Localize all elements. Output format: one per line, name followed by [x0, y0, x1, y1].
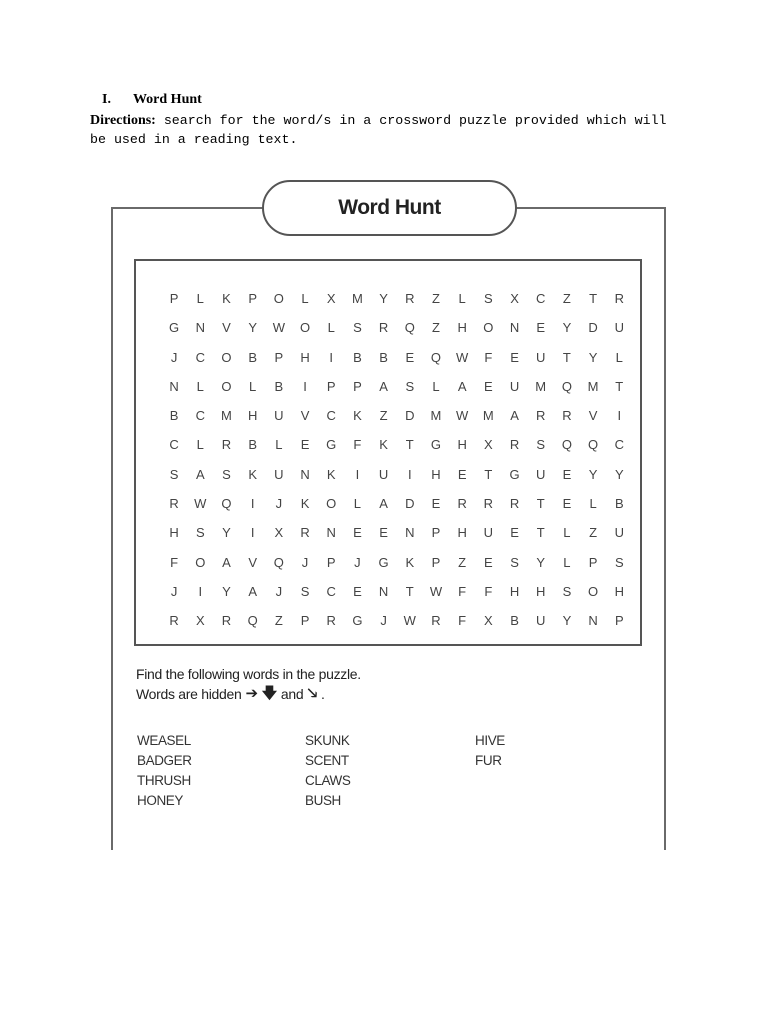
grid-letter: Y: [614, 466, 624, 482]
grid-letter: R: [431, 613, 441, 629]
grid-letter: X: [326, 291, 336, 306]
grid-letter: T: [562, 349, 571, 365]
grid-letter: P: [353, 378, 362, 394]
word-list-item: WEASEL: [137, 733, 191, 748]
grid-letter: B: [248, 437, 257, 453]
grid-letter: L: [327, 320, 335, 336]
grid-letter: Z: [458, 554, 467, 570]
grid-letter: U: [378, 466, 389, 482]
grid-letter: W: [456, 408, 469, 424]
grid-letter: Q: [247, 613, 258, 629]
puzzle-instructions: [136, 664, 361, 704]
grid-letter: F: [353, 437, 362, 453]
grid-letter: N: [300, 466, 310, 482]
grid-letter: P: [431, 525, 441, 541]
arrow-diagonal-down-right-icon: 🡖: [307, 685, 317, 702]
grid-letter: Y: [248, 320, 257, 336]
grid-letter: F: [458, 613, 467, 629]
grid-letter: X: [195, 613, 205, 629]
grid-letter: S: [169, 466, 179, 482]
grid-letter: P: [274, 349, 284, 365]
grid-letter: Y: [562, 613, 572, 629]
grid-letter: S: [484, 291, 493, 306]
directions-text: search for the word/s in a crossword puzzle provided which will be used in a reading text.: [90, 113, 667, 147]
word-list-item: HIVE: [475, 733, 505, 748]
grid-letter: L: [249, 378, 257, 394]
grid-letter: J: [354, 554, 361, 570]
grid-letter: N: [588, 613, 598, 629]
letter-grid: [161, 284, 632, 636]
grid-letter: E: [510, 349, 519, 365]
grid-letter: Z: [274, 613, 283, 629]
instructions-line-2: [136, 684, 361, 704]
grid-letter: U: [536, 466, 546, 482]
grid-letter: P: [169, 291, 179, 306]
grid-letter: P: [326, 378, 336, 394]
grid-letter: M: [482, 408, 494, 424]
grid-letter: L: [196, 378, 204, 394]
grid-letter: J: [170, 583, 178, 599]
grid-letter: I: [617, 408, 622, 424]
grid-letter: H: [300, 349, 310, 365]
grid-letter: T: [615, 378, 624, 394]
grid-letter: S: [222, 466, 231, 482]
grid-letter: H: [509, 583, 520, 599]
grid-letter: P: [588, 554, 598, 570]
grid-letter: U: [536, 349, 546, 365]
grid-letter: P: [248, 291, 257, 306]
grid-letter: C: [326, 583, 336, 599]
grid-letter: L: [196, 437, 204, 453]
grid-letter: B: [248, 349, 257, 365]
grid-letter: C: [536, 291, 546, 306]
arrow-right-icon: ➔: [245, 685, 258, 702]
grid-letter: E: [431, 496, 441, 512]
grid-letter: T: [536, 525, 545, 541]
grid-letter: I: [355, 466, 360, 482]
grid-letter: U: [274, 408, 284, 424]
grid-letter: Q: [273, 554, 284, 570]
grid-letter: E: [300, 437, 310, 453]
grid-letter: L: [458, 291, 466, 306]
word-list-item: FUR: [475, 753, 502, 768]
grid-letter: A: [379, 496, 388, 512]
word-list-item: THRUSH: [137, 773, 191, 788]
grid-letter: U: [614, 525, 624, 541]
grid-letter: P: [300, 613, 310, 629]
grid-letter: F: [458, 583, 467, 599]
grid-letter: I: [198, 583, 203, 599]
grid-letter: H: [247, 408, 258, 424]
grid-letter: C: [195, 408, 205, 424]
grid-letter: B: [614, 496, 624, 512]
grid-letter: A: [379, 378, 388, 394]
grid-letter: X: [484, 437, 493, 453]
grid-letter: O: [299, 320, 311, 336]
instructions-and: and: [280, 686, 304, 702]
grid-letter: O: [273, 291, 284, 306]
grid-letter: I: [329, 349, 334, 365]
word-list-item: BADGER: [137, 753, 192, 768]
grid-letter: W: [403, 613, 416, 629]
grid-letter: P: [431, 554, 441, 570]
grid-letter: J: [380, 613, 387, 629]
grid-letter: N: [405, 525, 415, 541]
grid-letter: X: [510, 291, 519, 306]
grid-letter: S: [353, 320, 362, 336]
grid-letter: D: [405, 408, 415, 424]
grid-letter: Z: [589, 525, 598, 541]
grid-letter: R: [326, 613, 336, 629]
grid-letter: Q: [430, 349, 442, 365]
grid-letter: L: [615, 349, 623, 365]
grid-letter: F: [484, 349, 493, 365]
grid-letter: M: [351, 291, 363, 306]
grid-letter: Z: [379, 408, 388, 424]
grid-letter: Y: [379, 291, 388, 306]
grid-letter: E: [353, 525, 362, 541]
grid-letter: E: [510, 525, 519, 541]
grid-letter: R: [536, 408, 546, 424]
grid-letter: J: [275, 583, 283, 599]
grid-letter: J: [275, 496, 283, 512]
grid-letter: O: [195, 554, 206, 570]
grid-letter: G: [378, 554, 389, 570]
grid-letter: C: [195, 349, 205, 365]
word-list-item: CLAWS: [305, 773, 351, 788]
grid-letter: A: [195, 466, 205, 482]
grid-letter: L: [432, 378, 440, 394]
grid-letter: V: [588, 408, 598, 424]
grid-letter: T: [405, 583, 414, 599]
grid-letter: M: [535, 378, 547, 394]
grid-letter: R: [221, 613, 232, 629]
grid-letter: E: [405, 349, 415, 365]
grid-letter: G: [326, 437, 337, 453]
grid-letter: H: [431, 466, 441, 482]
grid-letter: J: [301, 554, 309, 570]
grid-letter: L: [563, 554, 571, 570]
grid-letter: Q: [404, 320, 415, 336]
grid-letter: G: [430, 437, 442, 453]
word-list-column-3: [475, 731, 505, 771]
grid-letter: Q: [561, 378, 572, 394]
grid-letter: I: [250, 525, 255, 541]
instructions-end: .: [320, 686, 325, 702]
arrow-down-icon: 🡇: [261, 685, 277, 702]
grid-letter: V: [248, 554, 257, 570]
grid-letter: B: [510, 613, 519, 629]
grid-letter: R: [169, 496, 179, 512]
grid-letter: I: [303, 378, 307, 394]
grid-letter: W: [194, 496, 207, 512]
grid-letter: Q: [561, 437, 572, 453]
grid-letter: W: [429, 583, 443, 599]
grid-letter: W: [456, 349, 469, 365]
grid-letter: M: [430, 408, 442, 424]
grid-letter: I: [407, 466, 412, 482]
grid-letter: R: [221, 437, 232, 453]
grid-letter: K: [222, 291, 231, 306]
grid-letter: E: [457, 466, 467, 482]
grid-letter: R: [457, 496, 467, 512]
word-list-item: SKUNK: [305, 733, 350, 748]
grid-letter: M: [587, 378, 599, 394]
grid-letter: Z: [431, 291, 440, 306]
grid-letter: U: [483, 525, 494, 541]
grid-letter: F: [484, 583, 493, 599]
grid-letter: E: [562, 496, 572, 512]
grid-letter: R: [509, 437, 520, 453]
grid-letter: K: [405, 554, 415, 570]
grid-letter: O: [483, 320, 494, 336]
grid-letter: S: [614, 554, 624, 570]
grid-letter: N: [195, 320, 205, 336]
grid-letter: I: [250, 496, 255, 512]
grid-letter: S: [300, 583, 310, 599]
grid-letter: B: [353, 349, 362, 365]
grid-letter: S: [405, 378, 415, 394]
grid-letter: K: [379, 437, 388, 453]
grid-letter: S: [195, 525, 205, 541]
grid-letter: O: [588, 583, 599, 599]
grid-letter: D: [405, 496, 415, 512]
grid-letter: K: [353, 408, 362, 424]
grid-letter: Y: [562, 320, 572, 336]
grid-letter: A: [510, 408, 519, 424]
grid-letter: V: [222, 320, 231, 336]
grid-letter: A: [248, 583, 257, 599]
section-title: Word Hunt: [132, 92, 202, 107]
puzzle-title: Word Hunt: [262, 180, 517, 236]
grid-letter: Y: [222, 525, 231, 541]
grid-letter: R: [562, 408, 572, 424]
instructions-prefix: Words are hidden: [136, 686, 242, 702]
grid-letter: D: [588, 320, 598, 336]
grid-letter: R: [300, 525, 310, 541]
grid-letter: U: [274, 466, 284, 482]
grid-letter: R: [509, 496, 520, 512]
instructions-line-1: Find the following words in the puzzle.: [136, 666, 361, 682]
grid-letter: E: [484, 378, 493, 394]
grid-letter: R: [483, 496, 494, 512]
word-list-column-1: [137, 731, 192, 811]
grid-letter: H: [457, 525, 467, 541]
grid-letter: U: [509, 378, 520, 394]
grid-letter: Z: [562, 291, 571, 306]
grid-letter: B: [274, 378, 284, 394]
grid-letter: Y: [536, 554, 546, 570]
grid-letter: H: [457, 320, 467, 336]
grid-letter: T: [536, 496, 545, 512]
grid-letter: S: [562, 583, 572, 599]
grid-letter: C: [614, 437, 624, 453]
grid-letter: U: [614, 320, 624, 336]
grid-letter: M: [221, 408, 232, 424]
grid-letter: J: [170, 349, 178, 365]
grid-letter: L: [589, 496, 597, 512]
grid-letter: N: [509, 320, 520, 336]
grid-letter: A: [222, 554, 231, 570]
grid-letter: Y: [588, 349, 598, 365]
grid-letter: E: [379, 525, 388, 541]
grid-letter: E: [536, 320, 546, 336]
grid-letter: R: [169, 613, 179, 629]
grid-letter: K: [300, 496, 310, 512]
grid-letter: L: [196, 291, 204, 306]
grid-letter: P: [326, 554, 336, 570]
grid-letter: L: [301, 291, 309, 306]
grid-letter: O: [221, 378, 232, 394]
grid-letter: W: [272, 320, 285, 336]
grid-letter: S: [510, 554, 519, 570]
grid-letter: E: [562, 466, 572, 482]
grid-letter: F: [170, 554, 179, 570]
grid-letter: O: [326, 496, 337, 512]
word-list-column-2: [305, 731, 351, 811]
section-heading: [102, 92, 202, 108]
grid-letter: L: [563, 525, 571, 541]
grid-letter: G: [352, 613, 363, 629]
grid-letter: X: [274, 525, 284, 541]
grid-letter: S: [536, 437, 546, 453]
grid-letter: G: [169, 320, 180, 336]
grid-letter: Q: [221, 496, 232, 512]
grid-letter: E: [353, 583, 362, 599]
grid-letter: B: [379, 349, 388, 365]
grid-letter: N: [169, 378, 179, 394]
grid-letter: Q: [588, 437, 599, 453]
grid-letter: Y: [222, 583, 231, 599]
word-list-item: HONEY: [137, 793, 184, 808]
grid-letter: A: [457, 378, 467, 394]
grid-letter: H: [614, 583, 624, 599]
grid-letter: H: [536, 583, 546, 599]
grid-letter: B: [169, 408, 179, 424]
grid-letter: H: [169, 525, 179, 541]
grid-letter: Z: [431, 320, 440, 336]
grid-letter: R: [378, 320, 389, 336]
grid-letter: R: [614, 291, 624, 306]
grid-letter: T: [484, 466, 493, 482]
grid-letter: R: [405, 291, 415, 306]
grid-letter: T: [405, 437, 414, 453]
grid-letter: O: [221, 349, 232, 365]
grid-letter: K: [248, 466, 257, 482]
grid-letter: N: [378, 583, 389, 599]
grid-letter: V: [300, 408, 310, 424]
grid-letter: G: [509, 466, 520, 482]
grid-letter: L: [353, 496, 362, 512]
grid-letter: U: [536, 613, 546, 629]
grid-letter: E: [484, 554, 493, 570]
grid-letter: X: [484, 613, 493, 629]
word-list-item: BUSH: [305, 793, 341, 808]
grid-letter: L: [275, 437, 283, 453]
grid-letter: P: [614, 613, 624, 629]
grid-letter: H: [457, 437, 467, 453]
directions-paragraph: [90, 111, 680, 149]
word-list-item: SCENT: [305, 753, 349, 768]
directions-label: Directions:: [90, 113, 156, 128]
section-number: I.: [102, 92, 111, 107]
grid-letter: T: [589, 291, 598, 306]
grid-letter: Y: [588, 466, 598, 482]
grid-letter: C: [169, 437, 179, 453]
grid-letter: N: [326, 525, 336, 541]
grid-letter: K: [326, 466, 336, 482]
grid-letter: C: [326, 408, 336, 424]
